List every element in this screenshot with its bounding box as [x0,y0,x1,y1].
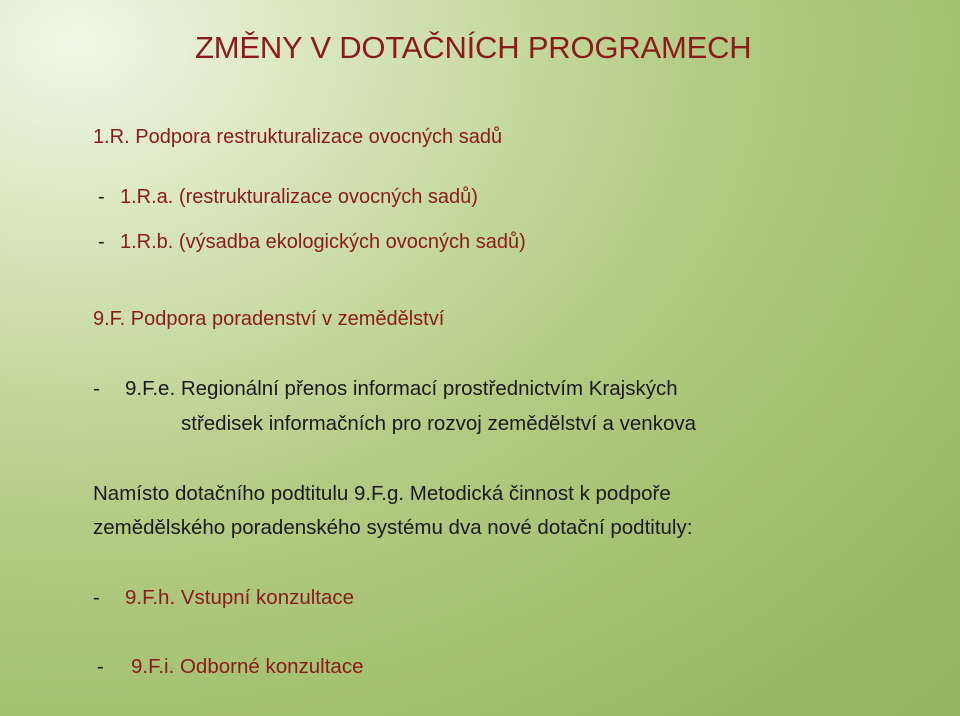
section-1rb-text: 1.R.b. (výsadba ekologických ovocných sadů) [120,231,526,253]
slide-title: ZMĚNY V DOTAČNÍCH PROGRAMECH [195,30,752,65]
note-line-1: Namísto dotačního podtitulu 9.F.g. Metodická činnost k podpoře [93,482,671,505]
section-1rb-item [98,231,526,254]
section-1r-heading: 1.R. Podpora restrukturalizace ovocných sadů [93,126,503,148]
section-1ra-item [98,186,478,209]
section-9fe-line2: středisek informačních pro rozvoj zemědělství a venkova [181,412,697,435]
section-9fe-line1: 9.F.e. Regionální přenos informací prostřednictvím Krajských [125,377,678,400]
new-item-9fi-text: 9.F.i. Odborné konzultace [131,655,364,678]
list-dash: - [98,231,105,253]
new-item-9fi [97,655,363,679]
section-9f-heading: 9.F. Podpora poradenství v zemědělství [93,308,445,330]
list-dash: - [98,186,105,208]
list-dash: - [93,377,100,400]
new-item-9fh-text: 9.F.h. Vstupní konzultace [125,586,355,609]
section-1ra-text: 1.R.a. (restrukturalizace ovocných sadů) [120,186,478,208]
list-dash: - [93,586,100,609]
new-item-9fh [93,586,354,610]
note-line-2: zemědělského poradenského systému dva nové dotační podtituly: [93,516,693,539]
list-dash: - [97,655,104,678]
section-9fe-item [93,377,678,401]
